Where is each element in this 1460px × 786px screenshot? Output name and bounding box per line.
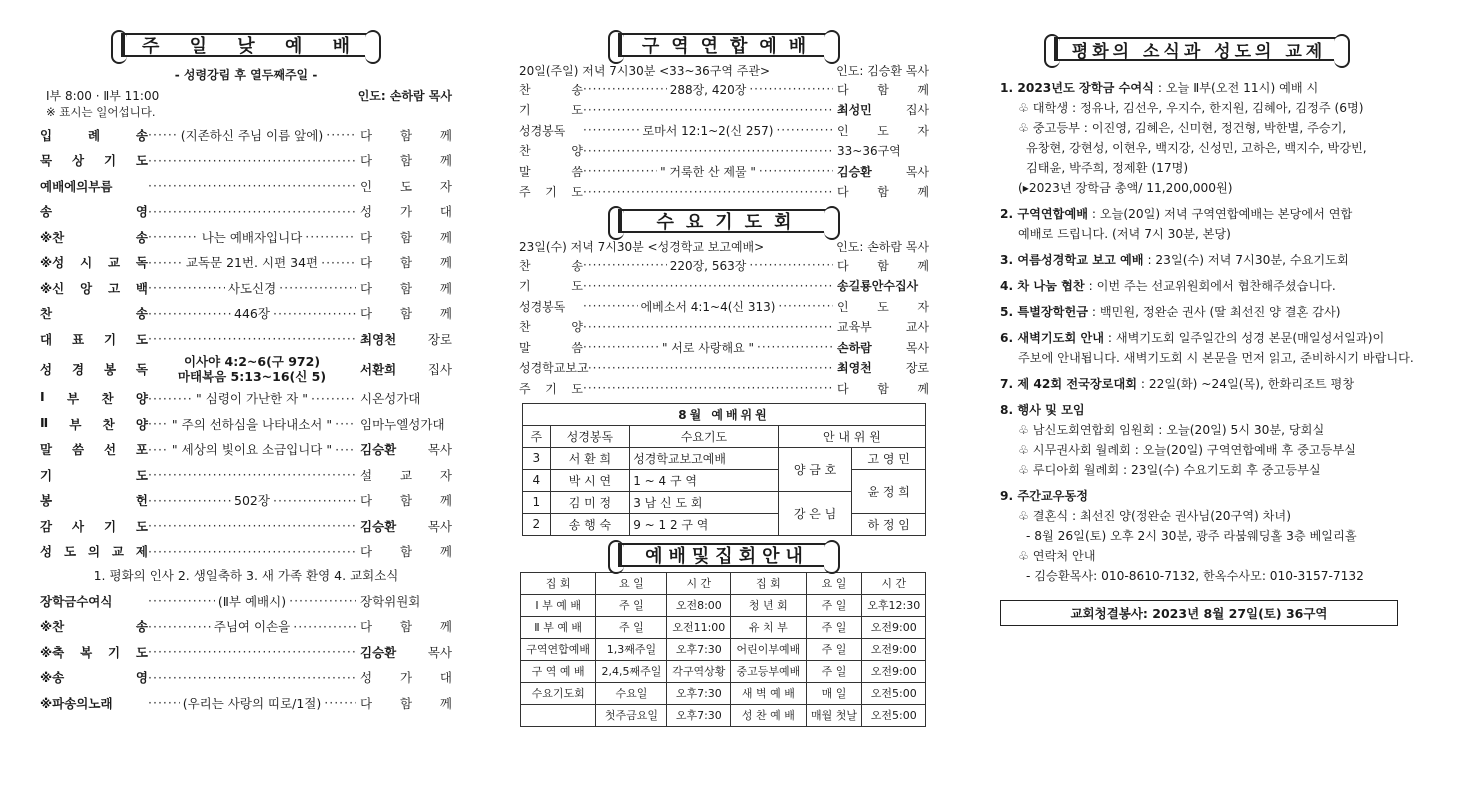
news-detail: - 8월 26일(토) 오후 2시 30분, 광주 라붐웨딩홀 3층 베일리홀 [1026,529,1357,543]
order-label: 성 경 봉 독 [40,361,148,377]
schedule-cell: 새 벽 예 배 [731,682,806,704]
news-list [1000,78,1420,586]
schedule-table [520,572,926,727]
order-text: (지존하신 주님 이름 앞에) [180,127,324,143]
order-detail [583,279,833,293]
order-row [519,358,929,379]
order-label: 장학금수여식 [40,593,113,609]
news-heading: 8. 행사 및 모임 [1000,403,1085,417]
order-label: ※찬 송 [40,619,148,635]
news-heading: 1. 2023년도 장학금 수여식 [1000,81,1154,95]
order-label: 감 사 기 도 [40,518,148,534]
standing-note: ※ 표시는 일어섭니다. [46,105,156,119]
order-text: 502장 [234,493,270,509]
news-item [1000,250,1420,270]
schedule-cell: 주 일 [806,660,862,682]
order-row [40,250,452,276]
duty-week: 1 [523,491,551,513]
order-detail [148,389,356,407]
order-detail [148,518,356,533]
duty-header: 수요기도 [630,425,779,447]
order-person: 성 가 대 [360,670,452,686]
wednesday-order-list [519,255,929,399]
order-person: 다 함 께 [360,695,452,711]
order-detail [148,694,356,712]
order-label: 예배에의부름 [40,178,113,194]
duty-event: 9 ~ 1 2 구 역 [630,513,779,535]
order-text: 로마서 12:1~2(신 257) [642,123,774,138]
duty-header: 안 내 위 원 [778,425,925,447]
news-text: : 오늘 Ⅱ부(오전 11시) 예배 시 [1153,81,1319,95]
order-row [40,462,452,488]
schedule-cell: 수요기도회 [521,682,596,704]
order-detail [148,415,356,433]
order-person: 다 함 께 [360,280,452,296]
sunday-order-list-2 [40,588,452,716]
order-person: 교육부 교사 [837,320,929,335]
order-row [40,513,452,539]
order-detail [148,178,356,193]
news-item [1000,374,1420,394]
order-detail [148,491,356,509]
duty-week: 3 [523,447,551,469]
order-detail [583,381,833,395]
usher: 고 영 민 [852,447,926,469]
order-row [519,296,929,317]
schedule-cell: 성 찬 예 배 [731,704,806,726]
district-service-head: 20일(주일) 저녁 7시30분 <33~36구역 주관> [519,64,771,78]
order-text: 사도신경 [227,280,277,296]
schedule-cell: 2,4,5째주일 [596,660,667,682]
order-row [519,378,929,399]
order-row [40,437,452,463]
order-detail [148,279,356,297]
news-detail: 김태윤, 박주희, 정제환 (17명) [1026,161,1189,175]
order-text: (우리는 사랑의 띠로/1절) [182,695,322,711]
duty-week: 2 [523,513,551,535]
order-text: 446장 [234,306,270,322]
order-row [40,301,452,327]
order-label: 찬 송 [519,82,583,97]
order-label: ※신 앙 고 백 [40,280,148,296]
order-row [40,386,452,412]
order-label: ※송 영 [40,670,148,686]
order-detail [148,544,356,559]
order-detail [148,228,356,246]
news-text: : 오늘(20일) 저녁 구역연합예배는 본당에서 연합 [1088,207,1353,221]
order-person: 김승환 목사 [360,644,452,660]
order-person: 최성민 집사 [837,103,929,118]
order-text: " 서로 사랑해요 " [661,340,755,355]
order-person: 33~36구역 [837,144,901,159]
news-item [1000,486,1420,506]
order-detail [148,354,356,384]
order-detail [148,467,356,482]
news-heading: 4. 차 나눔 협찬 [1000,279,1085,293]
order-row [40,411,452,437]
order-person: 장학위원회 [360,593,421,609]
order-row [40,148,452,174]
schedule-cell: 구역연합예배 [521,638,596,660]
order-text: (Ⅱ부 예배시) [217,593,287,609]
order-detail [148,644,356,659]
news-detail: 유창현, 강현성, 이현우, 백지강, 신성민, 고하은, 백지수, 박강빈, [1026,141,1367,155]
news-heading: 5. 특별장학헌금 [1000,305,1088,319]
order-detail [583,320,833,334]
news-detail: ♧ 연락처 안내 [1018,549,1096,563]
order-row [519,120,929,141]
order-person: 설 교 자 [360,467,452,483]
order-detail [148,670,356,685]
order-person: 임마누엘성가대 [360,416,445,432]
news-text: : 백민원, 정완순 권사 (딸 최선진 양 결혼 감사) [1088,305,1341,319]
duty-week: 4 [523,469,551,491]
order-person: 다 함 께 [360,493,452,509]
order-person: 시온성가대 [360,391,421,407]
news-detail: 주보에 안내됩니다. 새벽기도회 시 본문을 먼저 읽고, 준비하시기 바랍니다. [1018,351,1414,365]
schedule-cell: 수요일 [596,682,667,704]
schedule-cell: 주 일 [806,594,862,616]
order-label: 주 기 도 [519,185,583,200]
schedule-cell: 오후7:30 [667,682,731,704]
sunday-leader: 인도: 손하람 목사 [357,89,452,103]
order-label: 말 씀 [519,340,583,355]
schedule-cell: 주 일 [596,616,667,638]
order-detail [583,339,833,356]
news-text: : 23일(수) 저녁 7시30분, 수요기도회 [1143,253,1349,267]
duty-reader: 송 행 숙 [550,513,630,535]
schedule-cell: 오후12:30 [862,594,926,616]
schedule-cell: 매월 첫날 [806,704,862,726]
schedule-cell: 오전8:00 [667,594,731,616]
order-detail [148,304,356,322]
order-row [40,588,452,614]
wednesday-head: 23일(수) 저녁 7시30분 <성경학교 보고예배> [519,240,765,254]
schedule-cell: 매 일 [806,682,862,704]
order-person: 다 함 께 [360,306,452,322]
order-row [40,488,452,514]
order-person: 손하람 목사 [837,340,929,355]
order-detail [148,617,356,635]
order-detail [583,81,833,98]
order-label: 성 도 의 교 제 [40,544,148,560]
news-detail: ♧ 결혼식 : 최선진 양(정완순 권사님(20구역) 차녀) [1018,509,1291,523]
order-person: 다 함 께 [360,619,452,635]
order-text: " 거룩한 산 제물 " [660,164,756,179]
news-title: 평화의 소식과 성도의 교제 [1071,41,1327,62]
sunday-order-list [40,122,452,564]
order-row [519,317,929,338]
order-person: 인 도 자 [360,178,452,194]
order-detail [583,163,833,180]
schedule-header: 요 일 [806,572,862,594]
news-item [1000,276,1420,296]
order-row [40,614,452,640]
order-text: " 주의 선하심을 나타내소서 " [171,416,333,432]
news-detail: - 김승환목사: 010-8610-7132, 한옥수사모: 010-3157-7132 [1026,569,1364,583]
order-text: 220장, 563장 [669,258,747,273]
order-row [40,690,452,716]
order-person: 김승환 목사 [360,518,452,534]
schedule-cell: 주 일 [806,616,862,638]
order-text: 나는 예배자입니다 [201,229,303,245]
schedule-cell: 1,3째주일 [596,638,667,660]
duty-reader: 김 미 정 [550,491,630,513]
news-detail: 예배로 드립니다. (저녁 7시 30분, 본당) [1018,227,1231,241]
order-text: 288장, 420장 [669,82,747,97]
schedule-cell: 청 년 회 [731,594,806,616]
order-detail [583,103,833,117]
order-detail [583,122,833,139]
order-label: Ⅰ 부 찬 양 [40,389,148,407]
duty-event: 성경학교보고예배 [630,447,779,469]
schedule-cell: 오전9:00 [862,638,926,660]
news-banner [1044,34,1350,64]
duty-header: 주 [523,425,551,447]
news-heading: 2. 구역연합예배 [1000,207,1088,221]
schedule-cell: 첫주금요일 [596,704,667,726]
order-row [40,275,452,301]
order-person: 다 함 께 [837,82,929,97]
order-person: 다 함 께 [360,153,452,169]
order-person: 다 함 께 [360,229,452,245]
news-item [1000,78,1420,98]
wednesday-title: 수요기도회 [656,212,804,233]
schedule-cell: 각구역상황 [667,660,731,682]
duty-reader: 서 환 희 [550,447,630,469]
order-label: 성경봉독 [519,299,566,314]
district-service-leader: 인도: 김승환 목사 [836,64,929,78]
order-row [519,182,929,203]
order-label: 주 기 도 [519,381,583,396]
order-person: 송길룡안수집사 [837,279,919,294]
news-detail: ♧ 시무권사회 월례회 : 오늘(20일) 구역연합예배 후 중고등부실 [1018,443,1356,457]
order-row [40,539,452,565]
schedule-cell: 어린이부예배 [731,638,806,660]
schedule-cell: 오전9:00 [862,616,926,638]
order-detail [583,144,833,158]
schedule-cell: 구 역 예 배 [521,660,596,682]
schedule-header: 집 회 [731,572,806,594]
order-label: 찬 송 [519,258,583,273]
schedule-cell: 주 일 [596,594,667,616]
duty-event: 1 ~ 4 구 역 [630,469,779,491]
order-label: ※축 복 기 도 [40,644,148,660]
order-text: " 세상의 빛이요 소금입니다 " [171,442,333,458]
order-label: 성경봉독 [519,123,566,138]
news-detail: ♧ 남신도회연합회 임원회 : 오늘(20일) 5시 30분, 당회실 [1018,423,1325,437]
news-item [1000,400,1420,420]
order-row [519,141,929,162]
order-detail [148,153,356,168]
schedule-cell: 유 치 부 [731,616,806,638]
schedule-cell: 중고등부예배 [731,660,806,682]
order-row [519,255,929,276]
order-detail [148,592,356,610]
order-row [40,352,452,386]
news-heading: 3. 여름성경학교 보고 예배 [1000,253,1144,267]
sunday-service-section [40,30,452,716]
weekday-section [519,30,929,727]
order-label: 입 례 송 [40,127,148,143]
order-person: 서환희 집사 [360,361,452,377]
order-row [519,79,929,100]
order-label: 말 씀 [519,164,583,179]
order-row [519,337,929,358]
duty-header: 성경봉독 [550,425,630,447]
order-label: 송 영 [40,204,148,220]
order-person: 김승환 목사 [360,442,452,458]
order-label: Ⅱ 부 찬 양 [40,414,148,432]
order-label: 찬 양 [519,144,583,159]
order-text: 교독문 21번. 시편 34편 [185,255,319,271]
order-detail [148,331,356,346]
news-item [1000,328,1420,348]
sunday-service-title: 주 일 낮 예 배 [141,36,362,57]
sunday-service-banner [111,30,381,60]
fellowship-items: 1. 평화의 인사 2. 생일축하 3. 새 가족 환영 4. 교회소식 [93,568,399,583]
order-person: 다 함 께 [360,544,452,560]
news-detail: ♧ 루디아회 월례회 : 23일(수) 수요기도회 후 중고등부실 [1018,463,1321,477]
sunday-subtitle: - 성령강림 후 열두째주일 - [174,68,318,82]
order-detail [583,361,833,375]
district-service-banner [608,30,840,60]
news-heading: 7. 제 42회 전국장로대회 [1000,377,1137,391]
order-text: 이사야 4:2~6(구 972) [183,353,321,369]
district-service-title: 구역연합예배 [641,36,819,57]
order-person: 최영천 장로 [837,361,929,376]
news-heading: 9. 주간교우동정 [1000,489,1088,503]
news-text: : 새벽기도회 일주일간의 성경 본문(매일성서일과)이 [1104,331,1385,345]
order-label: 묵 상 기 도 [40,153,148,169]
schedule-cell: 오전5:00 [862,704,926,726]
news-text: : 이번 주는 선교위원회에서 협찬해주셨습니다. [1084,279,1336,293]
order-row [40,224,452,250]
order-text-2: 마태복음 5:13~16(신 5) [177,368,327,384]
schedule-cell: 오후7:30 [667,704,731,726]
duty-event: 3 남 신 도 회 [630,491,779,513]
duty-caption: 8월 예배위원 [523,403,926,425]
wednesday-banner [608,206,840,236]
order-label: 기 도 [519,103,583,118]
news-heading: 6. 새벽기도회 안내 [1000,331,1105,345]
order-row [519,161,929,182]
order-row [40,639,452,665]
schedule-cell: 오전5:00 [862,682,926,704]
order-person: 다 함 께 [360,255,452,271]
order-text: " 심령이 가난한 자 " [196,391,308,407]
cleaning-notice: 교회청결봉사: 2023년 8월 27일(토) 36구역 [1000,600,1398,626]
schedule-cell: Ⅰ 부 예 배 [521,594,596,616]
order-row [40,122,452,148]
order-person: 성 가 대 [360,204,452,220]
district-order-list [519,79,929,202]
order-person: 김승환 목사 [837,164,929,179]
news-detail: ♧ 중고등부 : 이진영, 김혜은, 신미현, 정건형, 박한별, 주승기, [1018,121,1347,135]
order-label: ※파송의노래 [40,695,113,711]
schedule-header: 시 간 [667,572,731,594]
order-detail [148,204,356,219]
news-text: : 22일(화) ~24일(목), 한화리조트 평창 [1136,377,1355,391]
order-detail [148,253,356,271]
usher: 강 은 님 [778,491,852,535]
service-times: Ⅰ부 8:00 · Ⅱ부 11:00 [46,89,160,103]
news-detail: (▸2023년 장학금 총액/ 11,200,000원) [1018,181,1233,195]
schedule-title: 예배및집회안내 [645,545,809,567]
order-detail [583,185,833,199]
order-row [40,326,452,352]
order-detail [583,298,833,315]
order-text: 에베소서 4:1~4(신 313) [640,299,776,314]
usher: 양 금 호 [778,447,852,491]
order-row [40,665,452,691]
news-section [1000,34,1420,626]
order-person: 인 도 자 [837,299,929,314]
duty-table [522,403,926,536]
order-label: 성경학교 보고 [519,361,589,376]
schedule-banner [608,540,840,570]
order-detail [148,126,356,144]
order-label: 기 도 [40,467,148,483]
usher: 윤 정 희 [852,469,926,513]
schedule-cell: 주 일 [806,638,862,660]
usher: 하 정 임 [852,513,926,535]
order-label: 찬 송 [40,306,148,322]
schedule-header: 시 간 [862,572,926,594]
order-row [519,276,929,297]
order-row [40,173,452,199]
order-person: 다 함 께 [837,381,929,396]
order-label: 대 표 기 도 [40,331,148,347]
schedule-cell [521,704,596,726]
order-text: 주님여 이손을 [213,619,291,635]
schedule-cell: 오전11:00 [667,616,731,638]
schedule-cell: 오후7:30 [667,638,731,660]
order-row [519,100,929,121]
news-detail: ♧ 대학생 : 정유나, 김선우, 우지수, 한지원, 김혜아, 김정주 (6명) [1018,101,1364,115]
wednesday-leader: 인도: 손하람 목사 [836,240,929,254]
order-label: 말 씀 선 포 [40,442,148,458]
schedule-cell: Ⅱ 부 예 배 [521,616,596,638]
order-label: ※성 시 교 독 [40,255,148,271]
schedule-header: 집 회 [521,572,596,594]
order-label: 찬 양 [519,320,583,335]
order-detail [583,257,833,274]
duty-reader: 박 시 연 [550,469,630,491]
news-item [1000,204,1420,224]
order-person: 다 함 께 [837,258,929,273]
order-person: 다 함 께 [360,127,452,143]
news-item [1000,302,1420,322]
schedule-cell: 오전9:00 [862,660,926,682]
schedule-header: 요 일 [596,572,667,594]
order-row [40,199,452,225]
order-person: 최영천 장로 [360,331,452,347]
order-person: 다 함 께 [837,185,929,200]
order-person: 인 도 자 [837,123,929,138]
order-label: ※찬 송 [40,229,148,245]
order-label: 기 도 [519,279,583,294]
order-label: 봉 헌 [40,493,148,509]
order-detail [148,440,356,458]
